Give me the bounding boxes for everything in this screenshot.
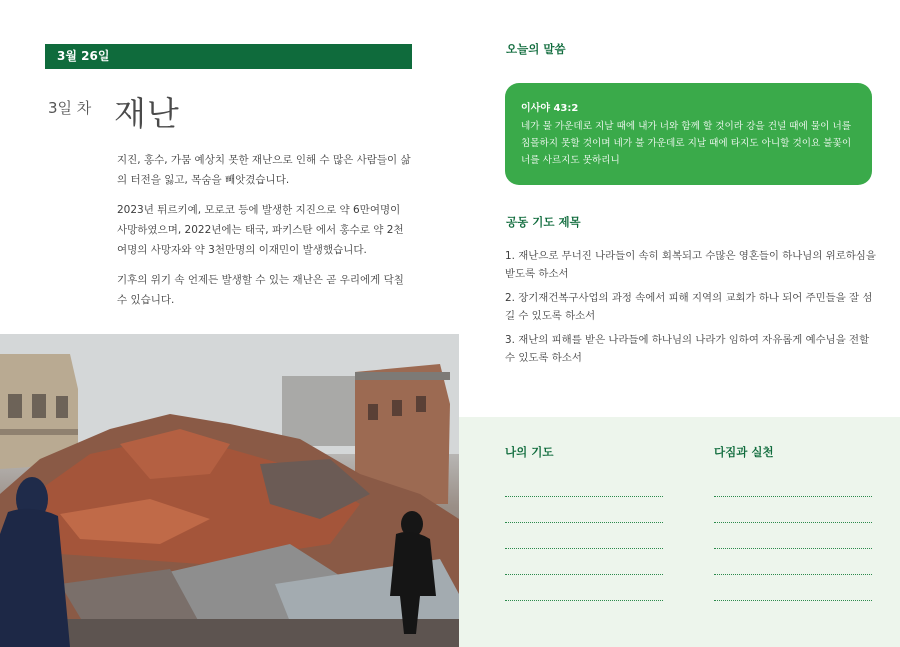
list-item: 3. 재난의 피해를 받은 나라들에 하나님의 나라가 임하여 자유롭게 예수님을 전할 수 있도록 하소서 <box>505 334 870 364</box>
my-prayer-line[interactable] <box>505 496 663 497</box>
word-heading: 오늘의 말씀 <box>506 42 566 56</box>
notes-panel <box>459 417 900 647</box>
resolution-line[interactable] <box>714 600 872 601</box>
my-prayer-heading: 나의 기도 <box>505 445 554 459</box>
verse-reference: 이사야 43:2 <box>521 103 579 114</box>
disaster-photo <box>0 334 459 647</box>
paragraph: 2023년 튀르키예, 모로코 등에 발생한 지진으로 약 6만여명이 사망하였으며, 2022년에는 태국, 파키스탄 에서 홍수로 약 2천여명의 사망자와 약 3천만명의 이재민이 발생했습니다. <box>117 204 404 256</box>
list-item: 2. 장기재건복구사업의 과정 속에서 피해 지역의 교회가 하나 되어 주민들을 잘 섬길 수 있도록 하소서 <box>505 292 873 322</box>
date-banner: 3월 26일 <box>45 44 412 69</box>
page-title: 재난 <box>114 94 180 133</box>
rubble-illustration <box>0 334 459 647</box>
resolution-line[interactable] <box>714 574 872 575</box>
resolution-line[interactable] <box>714 548 872 549</box>
resolution-line[interactable] <box>714 522 872 523</box>
paragraph: 기후의 위기 속 언제든 발생할 수 있는 재난은 곧 우리에게 닥칠 수 있습니다. <box>117 274 404 306</box>
prayer-list <box>505 247 877 373</box>
list-item: 1. 재난으로 무너진 나라들이 속히 회복되고 수많은 영혼들이 하나님의 위로하심을 받도록 하소서 <box>505 250 876 280</box>
my-prayer-line[interactable] <box>505 600 663 601</box>
day-label: 3일 차 <box>48 99 92 117</box>
paragraph: 지진, 홍수, 가뭄 예상치 못한 재난으로 인해 수 많은 사람들이 삶의 터전을 잃고, 목숨을 빼앗겼습니다. <box>117 154 411 186</box>
resolution-line[interactable] <box>714 496 872 497</box>
verse-text: 네가 물 가운데로 지날 때에 내가 너와 함께 할 것이라 강을 건널 때에 물이 너를 침몰하지 못할 것이며 네가 불 가운데로 지날 때에 타지도 아니할 것이요 불꽃이 너를 사르지도 못하리니 <box>521 121 852 166</box>
verse-card <box>505 83 872 185</box>
my-prayer-line[interactable] <box>505 574 663 575</box>
my-prayer-line[interactable] <box>505 548 663 549</box>
prayer-heading: 공동 기도 제목 <box>506 215 581 229</box>
intro-text <box>117 150 413 320</box>
resolution-heading: 다짐과 실천 <box>714 445 774 459</box>
my-prayer-line[interactable] <box>505 522 663 523</box>
